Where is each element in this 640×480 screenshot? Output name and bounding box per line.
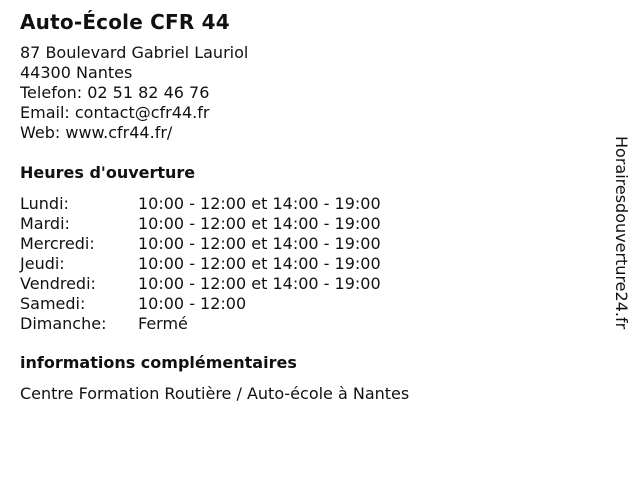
info-heading: informations complémentaires [20,353,297,372]
email-line [20,103,248,123]
site-watermark: Horairesdouverture24.fr [612,136,631,330]
day-label: Mercredi: [20,234,95,253]
day-label: Jeudi: [20,254,65,273]
address-city: 44300 Nantes [20,63,133,82]
contact-block [20,43,248,143]
email-link[interactable]: contact@cfr44.fr [74,103,210,122]
hours-row-sunday [20,314,381,334]
day-hours: Fermé [138,314,188,333]
email-label: Email: [20,103,75,122]
hours-heading: Heures d'ouverture [20,163,196,182]
hours-row-tuesday [20,214,381,234]
day-hours: 10:00 - 12:00 et 14:00 - 19:00 [138,234,381,253]
day-hours: 10:00 - 12:00 et 14:00 - 19:00 [138,254,381,273]
day-label: Lundi: [20,194,69,213]
hours-row-thursday [20,254,381,274]
day-hours: 10:00 - 12:00 et 14:00 - 19:00 [138,194,381,213]
phone-line [20,83,248,103]
day-label: Dimanche: [20,314,107,333]
web-label: Web: [20,123,66,142]
address-street: 87 Boulevard Gabriel Lauriol [20,43,249,62]
day-hours: 10:00 - 12:00 [138,294,247,313]
hours-row-friday [20,274,381,294]
day-hours: 10:00 - 12:00 et 14:00 - 19:00 [138,214,381,233]
day-label: Samedi: [20,294,86,313]
web-line [20,123,248,143]
day-label: Mardi: [20,214,70,233]
web-link[interactable]: www.cfr44.fr/ [65,123,173,142]
phone-link[interactable]: 02 51 82 46 76 [87,83,210,102]
hours-row-saturday [20,294,381,314]
hours-table [20,194,381,334]
day-hours: 10:00 - 12:00 et 14:00 - 19:00 [138,274,381,293]
info-text: Centre Formation Routière / Auto-école à Nantes [20,384,410,403]
day-label: Vendredi: [20,274,96,293]
business-name: Auto-École CFR 44 [20,10,230,34]
phone-label: Telefon: [20,83,88,102]
hours-row-monday [20,194,381,214]
hours-row-wednesday [20,234,381,254]
